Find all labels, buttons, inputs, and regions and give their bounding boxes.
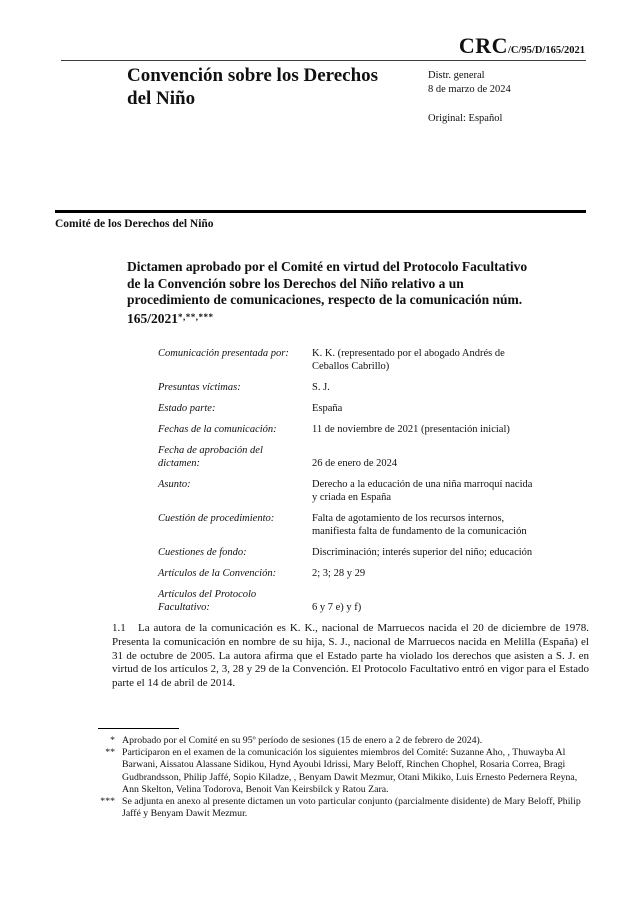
distribution-block <box>428 69 511 126</box>
meta-label: Estado parte: <box>158 403 216 414</box>
meta-value: S. J. <box>312 382 330 393</box>
distribution-date: 8 de marzo de 2024 <box>428 84 511 95</box>
document-body <box>112 259 589 691</box>
header-rule <box>61 60 586 61</box>
footnote-references: *,**,*** <box>178 311 214 322</box>
footnotes-section <box>95 722 588 820</box>
meta-label: Fecha de aprobación del dictamen: <box>158 445 263 469</box>
footnote <box>95 747 588 796</box>
meta-value: España <box>312 403 343 414</box>
original-language: Original: Español <box>428 113 503 124</box>
meta-value: Discriminación; interés superior del niño; educación <box>312 547 533 558</box>
meta-value: 26 de enero de 2024 <box>312 458 398 469</box>
document-symbol-prefix: CRC <box>458 33 508 58</box>
meta-value: 2; 3; 28 y 29 <box>312 568 366 579</box>
body-paragraph <box>112 622 589 691</box>
document-symbol <box>459 33 585 59</box>
meta-label: Fechas de la comunicación: <box>158 424 277 435</box>
case-metadata-table <box>158 347 589 614</box>
paragraph-text: La autora de la comunicación es K. K., nacional de Marruecos nacida el 20 de diciembre de 1978. Presenta la comunicación en nombre de su hija, S. J., nacional de Marruecos nacida en Melilla (España) el 31 de octubre de 2005. La autora afirma que el Estado parte ha violado los derechos que asisten a S. J. en virtud de los artículos 2, 3, 28 y 29 de la Convención. El Protocolo Facultativo entró en vigor para el Estado parte el 14 de abril de 2014. <box>112 622 589 690</box>
convention-title: Convención sobre los Derechos del Niño <box>127 65 379 109</box>
masthead-divider <box>55 210 586 213</box>
meta-label: Comunicación presentada por: <box>158 348 289 359</box>
meta-value: 11 de noviembre de 2021 (presentación inicial) <box>312 424 510 435</box>
decision-title <box>127 259 529 327</box>
footnote <box>95 796 588 820</box>
meta-label: Artículos de la Convención: <box>158 568 277 579</box>
meta-value: 6 y 7 e) y f) <box>312 602 362 613</box>
meta-label: Cuestión de procedimiento: <box>158 513 275 524</box>
decision-title-text: Dictamen aprobado por el Comité en virtud del Protocolo Facultativo de la Convención sobre los Derechos del Niño relativo a un procedimiento de comunicaciones, respecto de la comunicación núm. 165/2021 <box>127 259 528 326</box>
footnote-marker: * <box>110 735 115 746</box>
meta-label: Asunto: <box>158 479 191 490</box>
footnote <box>95 735 588 747</box>
document-symbol-number: /C/95/D/165/2021 <box>507 45 585 56</box>
distribution-type: Distr. general <box>428 70 485 81</box>
footnote-text: Aprobado por el Comité en su 95º período de sesiones (15 de enero a 2 de febrero de 2024). <box>122 735 483 746</box>
meta-value: Falta de agotamiento de los recursos internos, manifiesta falta de fundamento de la comunicación <box>312 513 527 537</box>
meta-label: Presuntas víctimas: <box>158 382 241 393</box>
paragraph-number: 1.1 <box>112 622 126 634</box>
meta-value: Derecho a la educación de una niña marroquí nacida y criada en España <box>312 479 533 503</box>
meta-label: Artículos del Protocolo Facultativo: <box>158 589 257 613</box>
meta-label: Cuestiones de fondo: <box>158 547 247 558</box>
footnote-separator <box>98 728 179 729</box>
footnote-text: Participaron en el examen de la comunicación los siguientes miembros del Comité: Suzanne Aho, , Thuwayba Al Barwani, Aissatou Alassane Sidikou, Hynd Ayoubi Idrissi, Mary Beloff, Rinchen Chophel, Rosaria Correa, Bragi Gudbrandsson, Philip Jaffé, Sopio Kiladze, , Benyam Dawit Mezmur, Otani Mikiko, Luis Ernesto Pedernera Reyna, Ann Skelton, Velina Todorova, Benoit Van Keirsbilck y Ratou Zara. <box>122 747 578 795</box>
meta-value: K. K. (representado por el abogado Andrés de Ceballos Cabrillo) <box>312 348 505 372</box>
footnote-text: Se adjunta en anexo al presente dictamen un voto particular conjunto (parcialmente disidente) de Mary Beloff, Philip Jaffé y Benyam Dawit Mezmur. <box>122 796 581 820</box>
committee-heading: Comité de los Derechos del Niño <box>55 218 214 230</box>
footnote-marker: *** <box>100 796 115 808</box>
footnote-marker: ** <box>105 747 115 759</box>
